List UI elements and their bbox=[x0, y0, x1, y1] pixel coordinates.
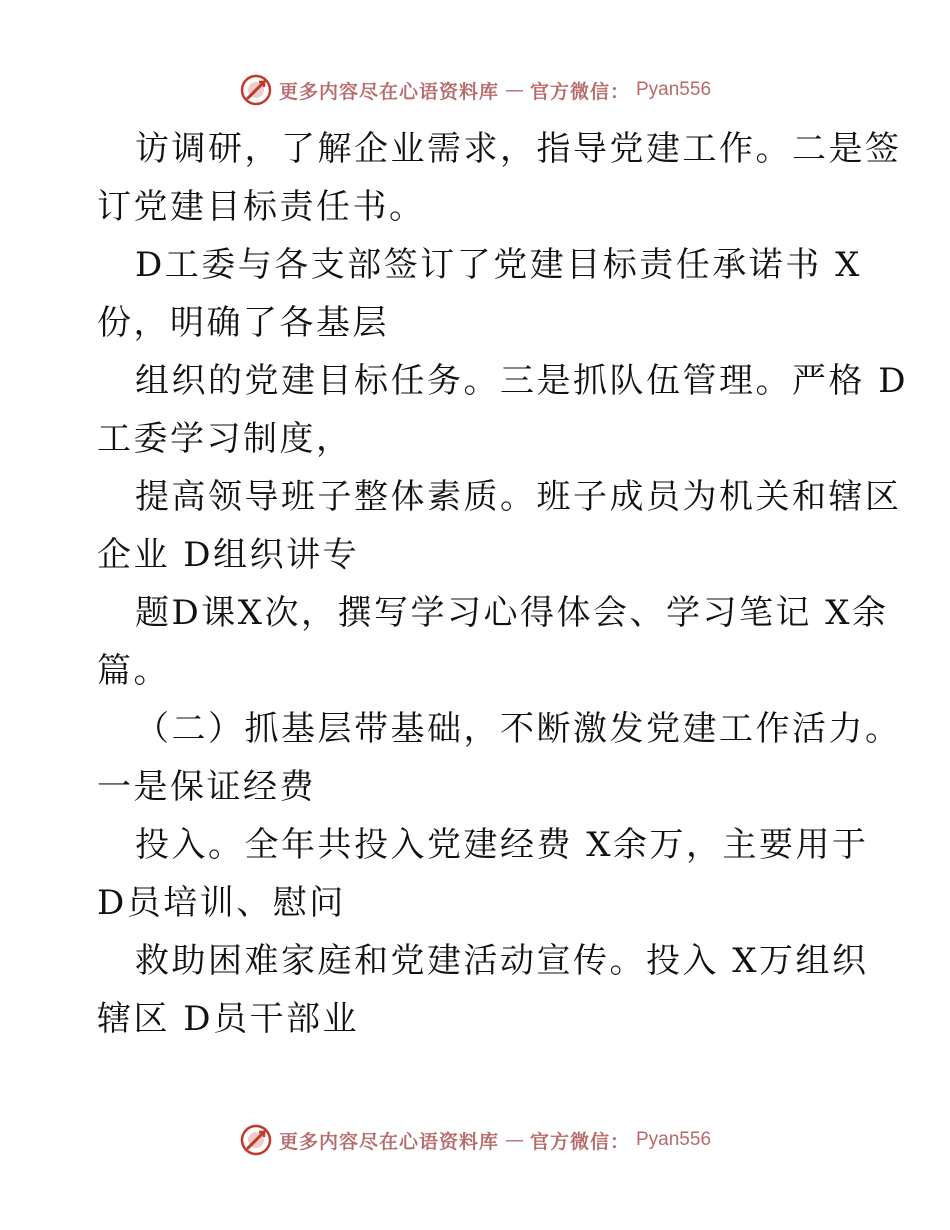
watermark-wechat-id: Pyan556 bbox=[636, 1129, 712, 1150]
watermark-dash: — bbox=[504, 79, 524, 101]
text-line: 救助困难家庭和党建活动宣传。投入 X万组织 bbox=[135, 941, 869, 981]
watermark-suffix: 官方微信： bbox=[529, 80, 630, 103]
watermark-text: 更多内容尽在心语资料库 bbox=[278, 1130, 499, 1153]
text-line: D工委与各支部签订了党建目标责任承诺书 X bbox=[135, 245, 862, 285]
text-line: 一是保证经费 bbox=[97, 767, 316, 807]
watermark-header bbox=[0, 70, 950, 110]
watermark-dash: — bbox=[504, 1129, 524, 1151]
text-line: 企业 D组织讲专 bbox=[97, 535, 360, 575]
text-line: 工委学习制度， bbox=[97, 419, 353, 459]
text-line: 提高领导班子整体素质。班子成员为机关和辖区 bbox=[135, 477, 902, 517]
logo-icon bbox=[239, 73, 273, 107]
text-line: 辖区 D员干部业 bbox=[97, 999, 360, 1039]
text-line: D员培训、慰问 bbox=[97, 883, 346, 923]
watermark-text: 更多内容尽在心语资料库 bbox=[278, 80, 499, 103]
text-line: （二）抓基层带基础，不断激发党建工作活力。 bbox=[135, 709, 902, 749]
watermark-wechat-id: Pyan556 bbox=[636, 79, 712, 100]
text-line: 订党建目标责任书。 bbox=[97, 187, 426, 227]
logo-icon bbox=[239, 1123, 273, 1157]
text-line: 题D课X次，撰写学习心得体会、学习笔记 X余 bbox=[135, 593, 889, 633]
text-line: 投入。全年共投入党建经费 X余万，主要用于 bbox=[135, 825, 869, 865]
watermark-suffix: 官方微信： bbox=[529, 1130, 630, 1153]
text-line: 份，明确了各基层 bbox=[97, 303, 389, 343]
text-line: 篇。 bbox=[97, 651, 170, 691]
watermark-footer bbox=[0, 1120, 950, 1160]
text-line: 组织的党建目标任务。三是抓队伍管理。严格 D bbox=[135, 361, 909, 401]
text-line: 访调研，了解企业需求，指导党建工作。二是签 bbox=[135, 129, 902, 169]
